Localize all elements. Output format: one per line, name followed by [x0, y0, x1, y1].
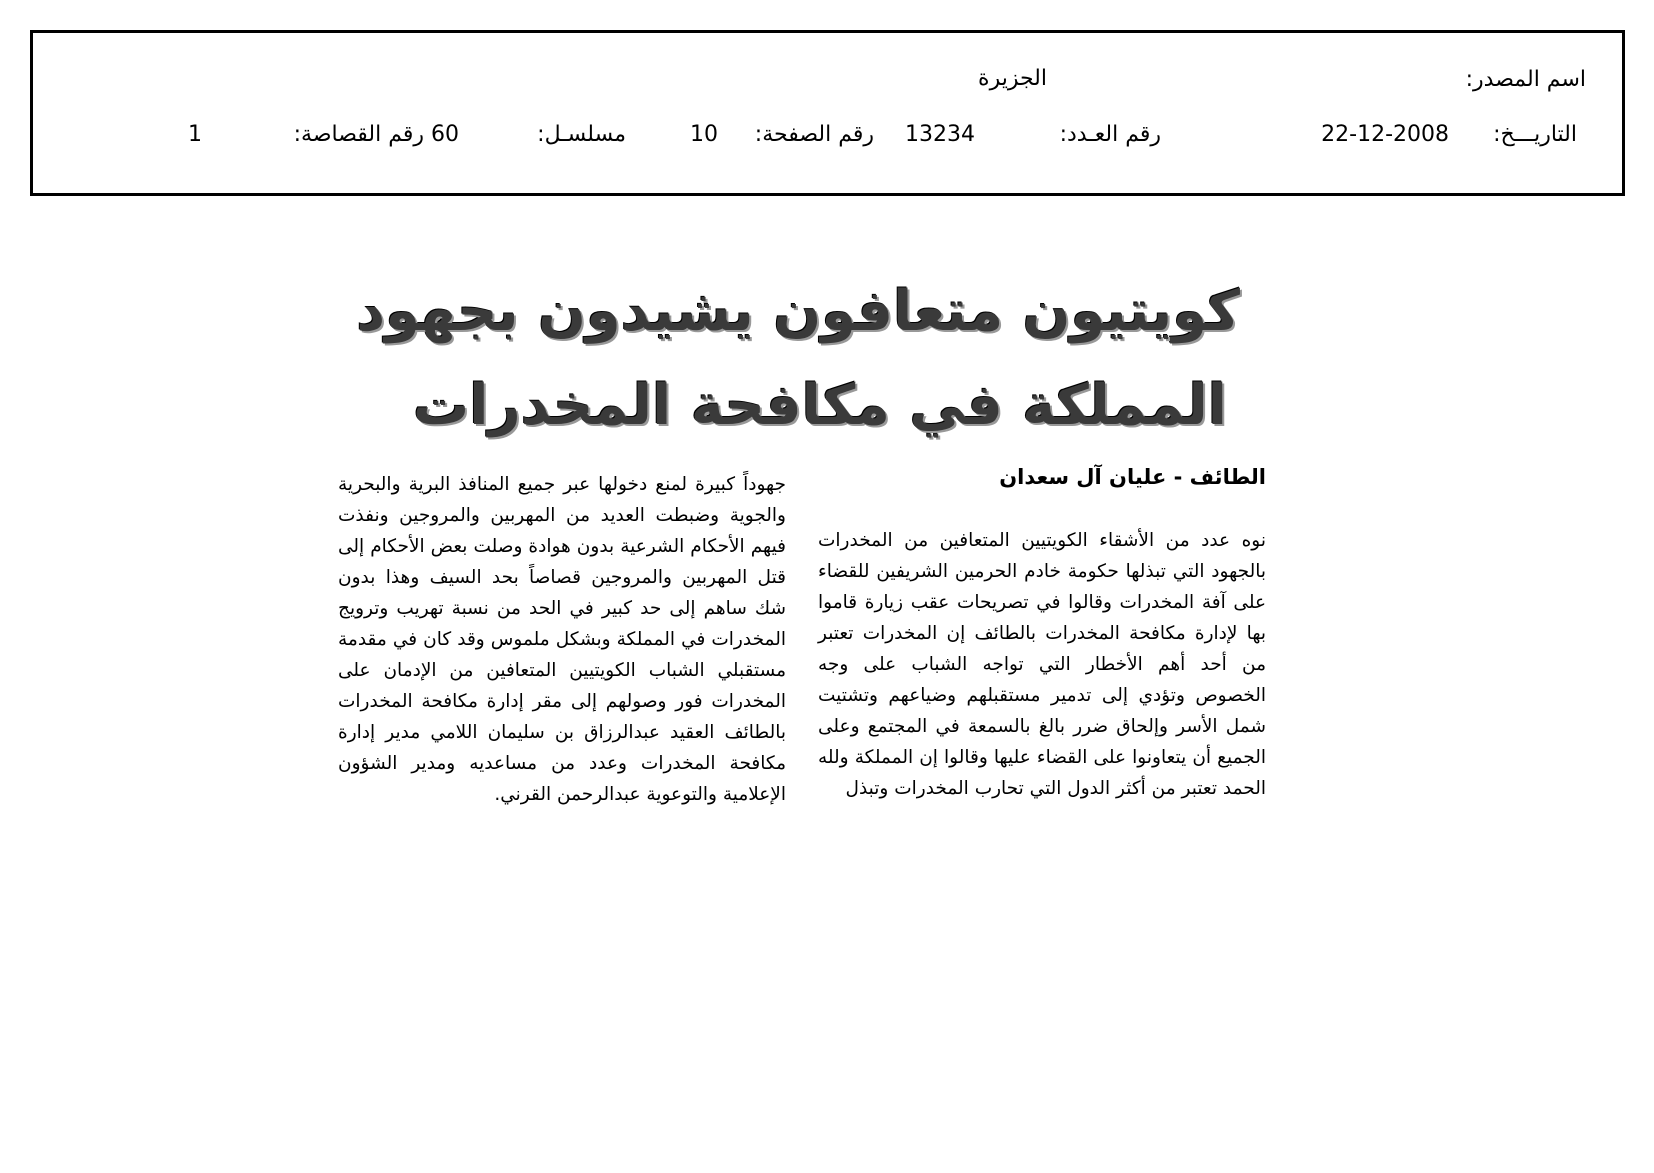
date-value: 22-12-2008	[1321, 122, 1449, 147]
serial-label: مسلسـل:	[537, 122, 626, 147]
article-column-left: جهوداً كبيرة لمنع دخولها عبر جميع المنافذ البرية والبحرية والجوية وضبطت العديد من المهربين والمروجين ونفذت فيهم الأحكام الشرعية بدون هوادة وصلت بعض الأحكام إلى قتل المهربين والمروجين قصاصاً بحد السيف وهذا بدون شك ساهم إلى حد كبير في الحد من نسبة تهريب وترويج المخدرات في المملكة وبشكل ملموس وقد كان في مقدمة مستقبلي الشباب الكويتيين المتعافين من الإدمان على المخدرات فور وصولهم إلى مقر إدارة مكافحة المخدرات بالطائف العقيد عبدالرزاق بن سليمان اللامي مدير إدارة مكافحة المخدرات وعدد من مساعديه ومدير الشؤون الإعلامية والتوعوية عبدالرحمن القرني.	[338, 474, 786, 805]
page-value: 10	[690, 122, 718, 147]
issue-label: رقم العـدد:	[1059, 122, 1161, 147]
clip-value: 1	[188, 122, 202, 147]
clip-label: رقم القصاصة:	[293, 122, 424, 147]
headline-line-2: المملكة في مكافحة المخدرات	[413, 373, 1227, 438]
byline: الطائف - عليان آل سعدان	[999, 465, 1266, 489]
issue-value: 13234	[905, 122, 975, 147]
headline-line-1: كويتيون متعافون يشيدون بجهود	[356, 279, 1240, 344]
serial-value: 60	[431, 122, 459, 147]
page-label: رقم الصفحة:	[754, 122, 874, 147]
clipping-header	[30, 30, 1625, 196]
article-column-right: نوه عدد من الأشقاء الكويتيين المتعافين من المخدرات بالجهود التي تبذلها حكومة خادم الحرمين الشريفين للقضاء على آفة المخدرات وقالوا في تصريحات عقب زيارة قاموا بها لإدارة مكافحة المخدرات بالطائف إن المخدرات تعتبر من أحد أهم الأخطار التي تواجه الشباب على وجه الخصوص وتؤدي إلى تدمير مستقبلهم وضياعهم وتشتيت شمل الأسر وإلحاق ضرر بالغ بالسمعة في المجتمع وعلى الجميع أن يتعاونوا على القضاء عليها وقالوا إن المملكة ولله الحمد تعتبر من أكثر الدول التي تحارب المخدرات وتبذل	[818, 530, 1266, 799]
date-label: التاريـــخ:	[1493, 122, 1577, 147]
source-label: اسم المصدر:	[1465, 67, 1586, 92]
source-value: الجزيرة	[978, 66, 1047, 91]
